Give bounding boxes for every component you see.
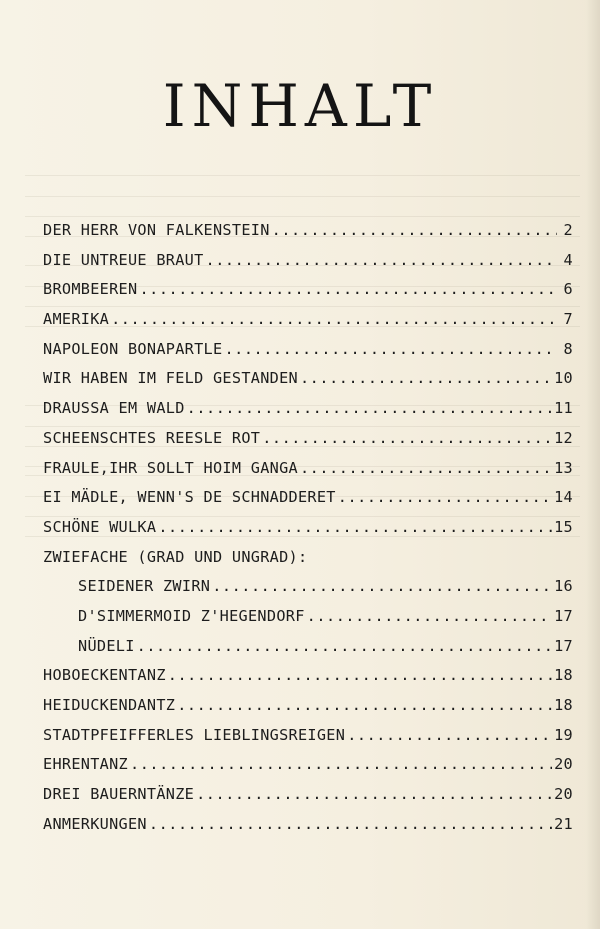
toc-leader-dots (224, 340, 557, 358)
toc-leader-dots (196, 785, 552, 803)
toc-leader-dots (300, 369, 552, 387)
toc-entry-page-number: 12 (554, 428, 573, 447)
toc-entry-page-number: 8 (563, 339, 573, 358)
toc-entry-title: DIE UNTREUE BRAUT (43, 250, 204, 269)
page-title: INHALT (162, 72, 438, 140)
toc-leader-dots (272, 221, 557, 239)
toc-entry-page-number: 11 (554, 399, 573, 418)
toc-leader-dots (212, 577, 552, 595)
toc-entry (43, 369, 573, 399)
toc-entry-title: AMERIKA (43, 310, 110, 329)
toc-entry-title: ZWIEFACHE (GRAD UND UNGRAD): (43, 547, 308, 566)
toc-entry (43, 785, 573, 815)
toc-entry (43, 518, 573, 548)
toc-entry-page-number: 15 (554, 517, 573, 536)
toc-leader-dots (149, 815, 552, 833)
toc-entry (43, 755, 573, 785)
toc-entry-title: NAPOLEON BONAPARTLE (43, 339, 223, 358)
toc-entry-page-number: 18 (554, 696, 573, 714)
toc-leader-dots (158, 518, 552, 536)
toc-entry-title: BROMBEEREN (43, 280, 138, 299)
toc-entry-page-number: 13 (554, 458, 573, 477)
toc-entry-page-number: 19 (554, 725, 573, 744)
toc-entry-page-number: 10 (554, 369, 573, 388)
toc-entry-page-number: 6 (563, 280, 573, 299)
toc-entry (43, 607, 573, 637)
toc-entry-page-number: 18 (554, 666, 573, 685)
toc-entry (43, 815, 573, 845)
toc-leader-dots (338, 488, 552, 506)
toc-leader-dots (300, 459, 552, 477)
toc-entry-page-number: 14 (554, 488, 573, 507)
toc-entry (43, 726, 573, 756)
toc-entry (43, 459, 573, 489)
toc-leader-dots (111, 310, 557, 328)
toc-entry (43, 280, 573, 310)
toc-leader-dots (347, 726, 552, 744)
toc-entry-title: SCHEENSCHTES REESLE ROT (43, 428, 261, 447)
toc-leader-dots (137, 637, 552, 655)
toc-leader-dots (262, 429, 552, 447)
toc-entry-title: HOBOECKENTANZ (43, 666, 166, 685)
table-of-contents (43, 221, 573, 844)
toc-entry-title: ANMERKUNGEN (43, 814, 147, 833)
toc-entry (43, 696, 573, 726)
toc-entry-title: WIR HABEN IM FELD GESTANDEN (43, 369, 298, 388)
toc-entry-title: DRAUSSA EM WALD (43, 399, 185, 418)
toc-entry (43, 548, 573, 578)
toc-entry-title: D'SIMMERMOID Z'HEGENDORF (78, 606, 305, 625)
toc-entry (43, 221, 573, 251)
toc-entry-title: SEIDENER ZWIRN (78, 577, 211, 596)
toc-entry (43, 340, 573, 370)
toc-entry-page-number: 20 (554, 785, 573, 804)
toc-entry-page-number: 16 (554, 577, 573, 596)
toc-entry-title: EHRENTANZ (43, 755, 128, 774)
toc-entry-title: DREI BAUERNTÄNZE (43, 785, 195, 804)
toc-entry (43, 399, 573, 429)
toc-leader-dots (139, 280, 557, 298)
toc-entry (43, 666, 573, 696)
toc-entry-title: HEIDUCKENDANTZ (43, 696, 176, 714)
toc-entry (43, 429, 573, 459)
toc-entry (43, 488, 573, 518)
toc-entry-title: STADTPFEIFFERLES LIEBLINGSREIGEN (43, 725, 346, 744)
toc-entry-title: DER HERR VON FALKENSTEIN (43, 221, 270, 239)
toc-leader-dots (187, 399, 552, 417)
toc-entry-page-number: 2 (563, 221, 573, 239)
toc-entry-title: FRAULE,IHR SOLLT HOIM GANGA (43, 458, 298, 477)
toc-leader-dots (206, 251, 557, 269)
toc-entry-title: SCHÖNE WULKA (43, 517, 157, 536)
toc-entry-title: NÜDELI (78, 636, 135, 655)
toc-leader-dots (307, 607, 552, 625)
toc-entry-page-number: 17 (554, 606, 573, 625)
toc-leader-dots (177, 696, 552, 714)
toc-entry (43, 577, 573, 607)
toc-entry-page-number: 4 (563, 250, 573, 269)
toc-entry-title: EI MÄDLE, WENN'S DE SCHNADDERET (43, 488, 336, 507)
toc-entry-page-number: 17 (554, 636, 573, 655)
toc-leader-dots (130, 755, 552, 773)
toc-entry-page-number: 7 (563, 310, 573, 329)
toc-leader-dots (168, 666, 552, 684)
toc-entry (43, 310, 573, 340)
toc-entry (43, 637, 573, 667)
toc-entry (43, 251, 573, 281)
toc-entry-page-number: 20 (554, 755, 573, 774)
toc-entry-page-number: 21 (554, 814, 573, 833)
